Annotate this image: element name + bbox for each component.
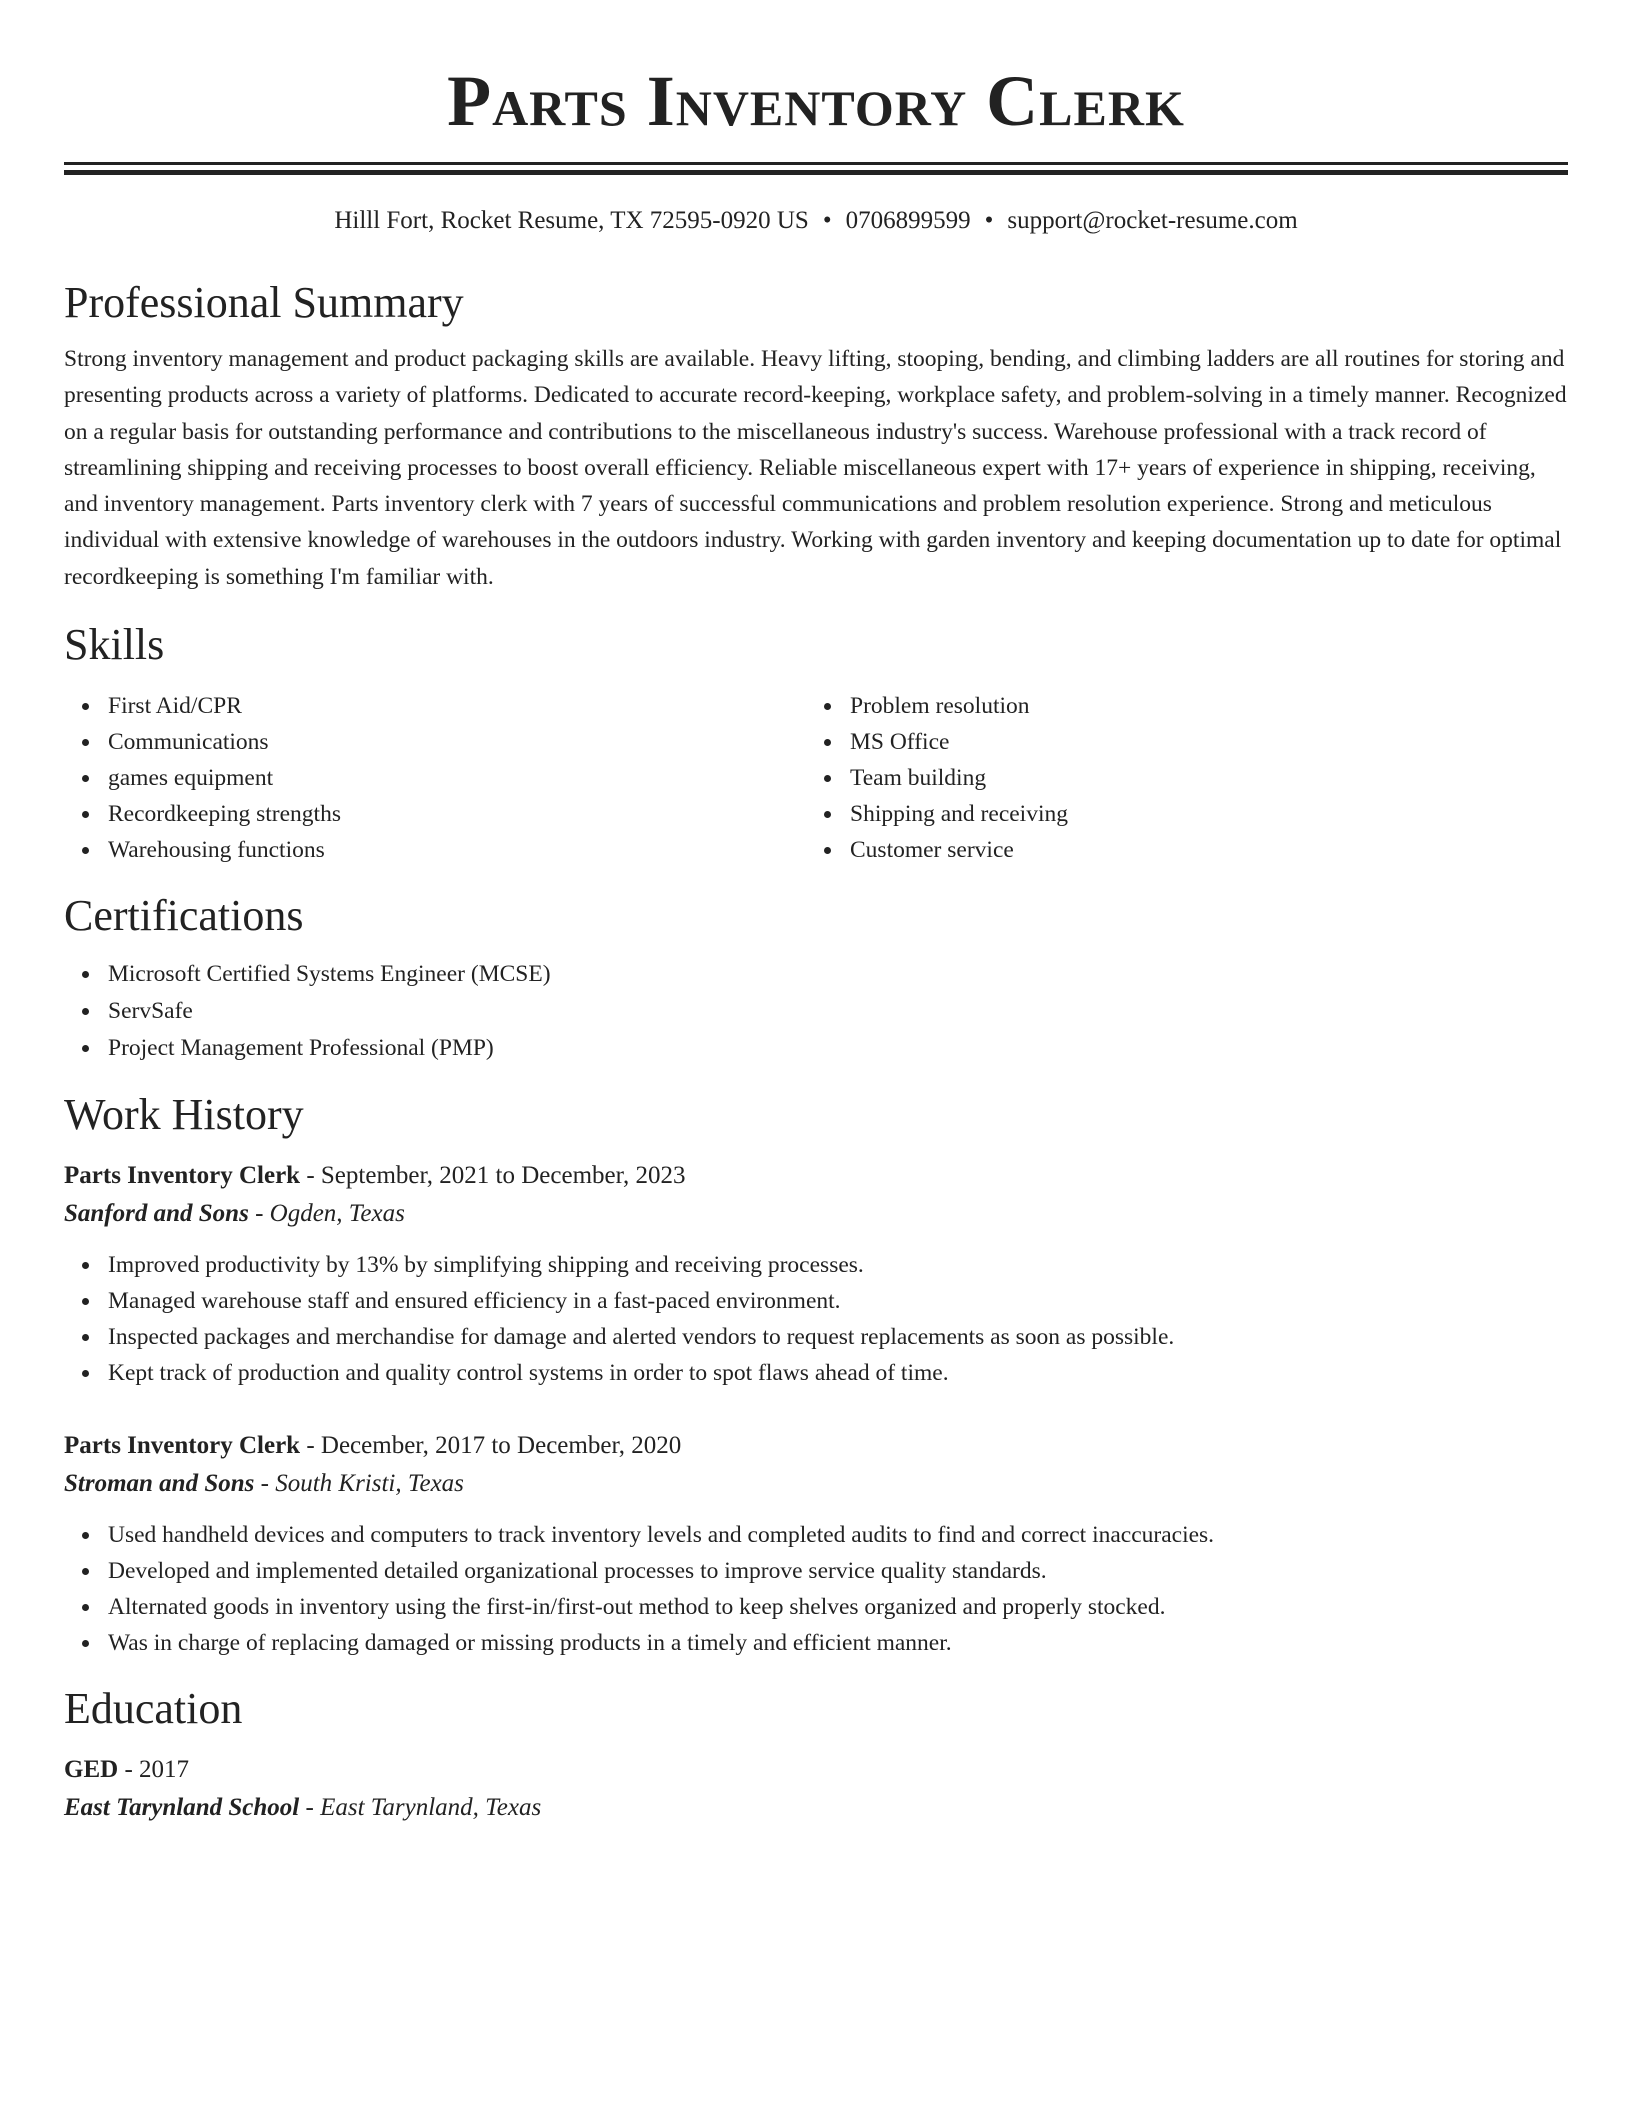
job-bullet: Developed and implemented detailed organizational processes to improve service quality standards. <box>108 1553 1568 1589</box>
job-location: - South Kristi, Texas <box>254 1470 464 1498</box>
job-title-line <box>64 1427 1568 1465</box>
job-company: Sanford and Sons <box>64 1200 249 1228</box>
summary-heading: Professional Summary <box>64 278 464 327</box>
summary-text: Strong inventory management and product packaging skills are available. Heavy lifting, stooping, bending, and climbing ladders are all routines for storing and presenting products across a variety of platforms. Dedicated to accurate record-keeping, workplace safety, and problem-solving in a timely manner. Recognized on a regular basis for outstanding performance and contributions to the miscellaneous industry's success. Warehouse professional with a track record of streamlining shipping and receiving processes to boost overall efficiency. Reliable miscellaneous expert with 17+ years of experience in shipping, receiving, and inventory management. Parts inventory clerk with 7 years of successful communications and problem resolution experience. Strong and meticulous individual with extensive knowledge of warehouses in the outdoors industry. Working with garden inventory and keeping documentation up to date for optimal recordkeeping is something I'm familiar with. <box>64 346 1567 590</box>
certification-item: Project Management Professional (PMP) <box>108 1030 1568 1067</box>
contact-separator: • <box>822 207 832 234</box>
education-degree: GED <box>64 1756 119 1784</box>
certification-item: Microsoft Certified Systems Engineer (MCSE) <box>108 956 1568 993</box>
job-bullets <box>64 1247 1568 1391</box>
skill-item: Team building <box>850 760 1548 796</box>
skill-item: MS Office <box>850 724 1548 760</box>
certifications-list <box>64 956 1568 1067</box>
skills-column-right <box>806 688 1548 868</box>
job-dates: - September, 2021 to December, 2023 <box>300 1162 686 1190</box>
contact-email: support@rocket-resume.com <box>1007 207 1298 234</box>
job-title: Parts Inventory Clerk <box>64 1432 301 1460</box>
skill-item: Communications <box>108 724 806 760</box>
education-school: East Tarynland School <box>64 1794 300 1822</box>
skill-item: Warehousing functions <box>108 832 806 868</box>
job-company-line <box>64 1465 1568 1503</box>
certifications-heading: Certifications <box>64 891 304 941</box>
job-bullet: Improved productivity by 13% by simplifying shipping and receiving processes. <box>108 1247 1568 1283</box>
job-dates: - December, 2017 to December, 2020 <box>300 1432 682 1460</box>
job-entry <box>64 1427 1568 1661</box>
skills-list <box>64 688 1568 868</box>
job-title: Parts Inventory Clerk <box>64 1162 301 1190</box>
contact-phone: 0706899599 <box>845 207 971 234</box>
skill-item: Recordkeeping strengths <box>108 796 806 832</box>
skill-item: Customer service <box>850 832 1548 868</box>
resume-title: Parts Inventory Clerk <box>447 61 1185 141</box>
job-bullet: Inspected packages and merchandise for damage and alerted vendors to request replacements as soon as possible. <box>108 1319 1568 1355</box>
education-location: - East Tarynland, Texas <box>299 1794 542 1822</box>
job-bullet: Kept track of production and quality control systems in order to spot flaws ahead of time. <box>108 1355 1568 1391</box>
education-year: - 2017 <box>118 1756 190 1784</box>
education-school-line <box>64 1789 1568 1827</box>
skill-item: Problem resolution <box>850 688 1548 724</box>
education-entry <box>64 1751 1568 1827</box>
job-bullet: Used handheld devices and computers to track inventory levels and completed audits to find and correct inaccuracies. <box>108 1517 1568 1553</box>
skills-column-left <box>64 688 806 868</box>
job-bullet: Was in charge of replacing damaged or missing products in a timely and efficient manner. <box>108 1625 1568 1661</box>
job-title-line <box>64 1157 1568 1195</box>
skill-item: First Aid/CPR <box>108 688 806 724</box>
skill-item: games equipment <box>108 760 806 796</box>
education-heading: Education <box>64 1684 243 1734</box>
job-bullet: Alternated goods in inventory using the first-in/first-out method to keep shelves organized and properly stocked. <box>108 1589 1568 1625</box>
job-location: - Ogden, Texas <box>248 1200 405 1228</box>
certification-item: ServSafe <box>108 993 1568 1030</box>
job-company: Stroman and Sons <box>64 1470 255 1498</box>
skill-item: Shipping and receiving <box>850 796 1548 832</box>
education-degree-line <box>64 1751 1568 1789</box>
skills-heading: Skills <box>64 620 165 670</box>
title-divider-thin <box>64 162 1568 165</box>
work-history-heading: Work History <box>64 1090 304 1140</box>
contact-line <box>64 205 1568 237</box>
job-company-line <box>64 1195 1568 1233</box>
job-bullet: Managed warehouse staff and ensured efficiency in a fast-paced environment. <box>108 1283 1568 1319</box>
contact-address: Hilll Fort, Rocket Resume, TX 72595-0920 US <box>334 207 809 234</box>
title-divider-thick <box>64 170 1568 175</box>
job-entry <box>64 1157 1568 1391</box>
job-bullets <box>64 1517 1568 1661</box>
contact-separator: • <box>984 207 994 234</box>
